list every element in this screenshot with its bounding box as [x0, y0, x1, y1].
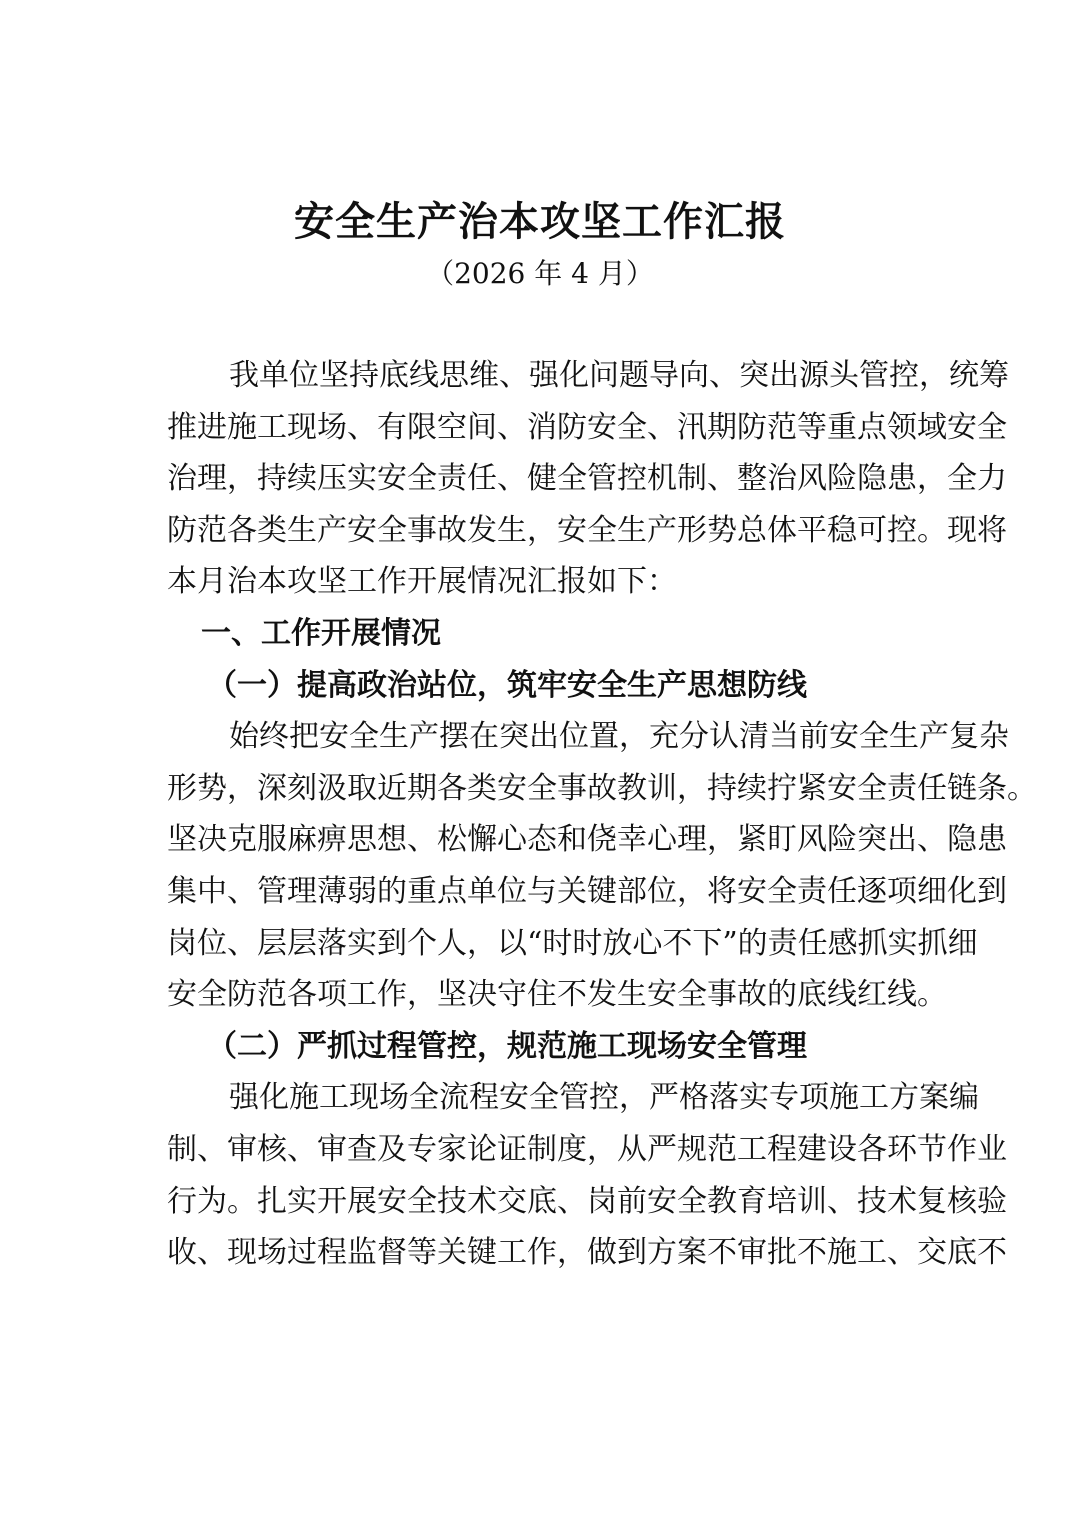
text-line: 坚决克服麻痹思想、松懈心态和侥幸心理，紧盯风险突出、隐患 [167, 822, 1007, 858]
text-line: 本月治本攻坚工作开展情况汇报如下： [167, 564, 677, 600]
text-line: 制、审核、审查及专家论证制度，从严规范工程建设各环节作业 [167, 1131, 1007, 1167]
text-line: 防范各类生产安全事故发生，安全生产形势总体平稳可控。现将 [167, 512, 1007, 548]
text-line: 始终把安全生产摆在突出位置，充分认清当前安全生产复杂 [229, 719, 1009, 755]
text-line: 推进施工现场、有限空间、消防安全、汛期防范等重点领域安全 [167, 409, 1007, 445]
subsection-heading: （二）严抓过程管控，规范施工现场安全管理 [207, 1028, 807, 1064]
subsection-heading: （一）提高政治站位，筑牢安全生产思想防线 [207, 667, 807, 703]
section-heading: 一、工作开展情况 [201, 615, 441, 651]
text-line: 形势，深刻汲取近期各类安全事故教训，持续拧紧安全责任链条。 [167, 770, 1037, 806]
text-line: 我单位坚持底线思维、强化问题导向、突出源头管控，统筹 [229, 358, 1009, 393]
text-line: 岗位、层层落实到个人，以“时时放心不下”的责任感抓实抓细 [167, 925, 978, 961]
document-body [167, 350, 1037, 1279]
text-line: 集中、管理薄弱的重点单位与关键部位，将安全责任逐项细化到 [167, 873, 1007, 909]
text-line: 收、现场过程监督等关键工作，做到方案不审批不施工、交底不 [167, 1235, 1007, 1271]
document-date: （2026 年 4 月） [426, 257, 654, 290]
intro-paragraph [167, 350, 1009, 608]
text-line: 强化施工现场全流程安全管控，严格落实专项施工方案编 [229, 1080, 979, 1116]
subsection-1-paragraph [167, 711, 1037, 1021]
text-line: 治理，持续压实安全责任、健全管控机制、整治风险隐患，全力 [167, 461, 1007, 497]
subsection-2-paragraph [167, 1072, 1007, 1278]
text-line: 行为。扎实开展安全技术交底、岗前安全教育培训、技术复核验 [167, 1183, 1007, 1219]
document-title: 安全生产治本攻坚工作汇报 [294, 198, 786, 245]
text-line: 安全防范各项工作，坚决守住不发生安全事故的底线红线。 [167, 977, 947, 1013]
